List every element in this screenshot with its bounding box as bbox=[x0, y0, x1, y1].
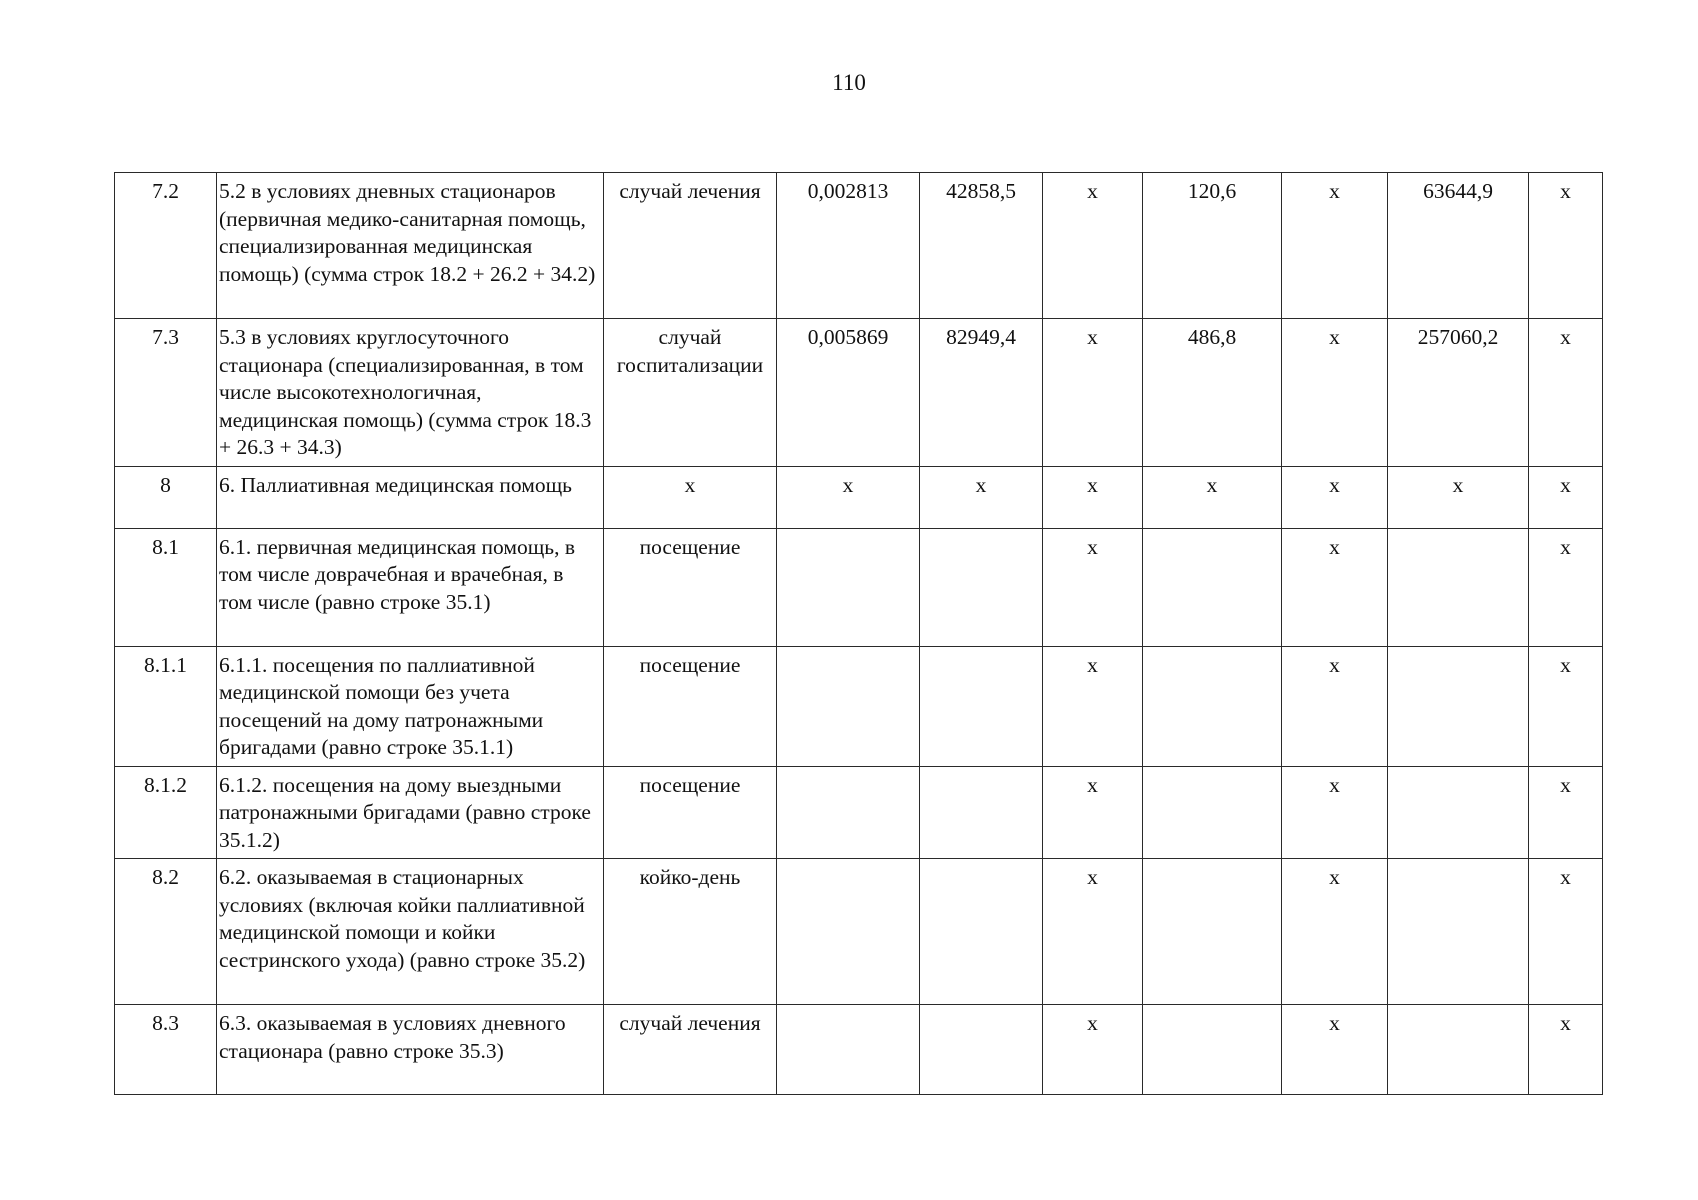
row-number-cell: 8.2 bbox=[115, 859, 217, 1005]
value-cell-5: х bbox=[1282, 319, 1388, 467]
page-number: 110 bbox=[832, 70, 866, 95]
value-cell-7: х bbox=[1529, 646, 1603, 766]
value-cell-1: 0,005869 bbox=[777, 319, 920, 467]
table-row bbox=[115, 859, 1603, 1005]
data-table bbox=[114, 172, 1603, 1095]
value-cell-1 bbox=[777, 859, 920, 1005]
table-row bbox=[115, 528, 1603, 646]
value-cell-3: х bbox=[1043, 528, 1143, 646]
unit-cell: посещение bbox=[604, 528, 777, 646]
unit-cell: посещение bbox=[604, 766, 777, 859]
row-name-cell: 6.2. оказываемая в стационарных условиях (включая койки паллиативной медицинской помощи и койки сестринского ухода) (равно строке 35.2) bbox=[217, 859, 604, 1005]
value-cell-2: 82949,4 bbox=[920, 319, 1043, 467]
table-row bbox=[115, 766, 1603, 859]
value-cell-2 bbox=[920, 766, 1043, 859]
value-cell-5: х bbox=[1282, 173, 1388, 319]
value-cell-2: 42858,5 bbox=[920, 173, 1043, 319]
unit-cell: случай лечения bbox=[604, 1005, 777, 1095]
value-cell-6: 257060,2 bbox=[1388, 319, 1529, 467]
value-cell-6: 63644,9 bbox=[1388, 173, 1529, 319]
value-cell-4 bbox=[1143, 646, 1282, 766]
value-cell-4: 120,6 bbox=[1143, 173, 1282, 319]
row-name-cell: 6.1.1. посещения по паллиативной медицинской помощи без учета посещений на дому патронажными бригадами (равно строке 35.1.1) bbox=[217, 646, 604, 766]
row-number-cell: 8.1.1 bbox=[115, 646, 217, 766]
value-cell-7: х bbox=[1529, 319, 1603, 467]
value-cell-5: х bbox=[1282, 528, 1388, 646]
value-cell-4 bbox=[1143, 1005, 1282, 1095]
unit-cell: случай лечения bbox=[604, 173, 777, 319]
row-number-cell: 8 bbox=[115, 466, 217, 528]
value-cell-7: х bbox=[1529, 859, 1603, 1005]
value-cell-1 bbox=[777, 766, 920, 859]
value-cell-5: х bbox=[1282, 1005, 1388, 1095]
value-cell-1 bbox=[777, 1005, 920, 1095]
row-name-cell: 6.1.2. посещения на дому выездными патронажными бригадами (равно строке 35.1.2) bbox=[217, 766, 604, 859]
value-cell-2 bbox=[920, 646, 1043, 766]
value-cell-2: х bbox=[920, 466, 1043, 528]
value-cell-3: х bbox=[1043, 319, 1143, 467]
value-cell-5: х bbox=[1282, 766, 1388, 859]
value-cell-3: х bbox=[1043, 766, 1143, 859]
row-name-cell: 5.3 в условиях круглосуточного стационара (специализированная, в том числе высокотехнологичная, медицинская помощь) (сумма строк 18.3 + 26.3 + 34.3) bbox=[217, 319, 604, 467]
value-cell-6 bbox=[1388, 528, 1529, 646]
value-cell-4 bbox=[1143, 766, 1282, 859]
value-cell-7: х bbox=[1529, 173, 1603, 319]
table-row bbox=[115, 173, 1603, 319]
value-cell-6 bbox=[1388, 766, 1529, 859]
value-cell-6 bbox=[1388, 646, 1529, 766]
row-number-cell: 8.1.2 bbox=[115, 766, 217, 859]
row-name-cell: 6.1. первичная медицинская помощь, в том числе доврачебная и врачебная, в том числе (равно строке 35.1) bbox=[217, 528, 604, 646]
value-cell-6 bbox=[1388, 859, 1529, 1005]
value-cell-2 bbox=[920, 859, 1043, 1005]
value-cell-1: х bbox=[777, 466, 920, 528]
value-cell-2 bbox=[920, 1005, 1043, 1095]
value-cell-6 bbox=[1388, 1005, 1529, 1095]
value-cell-7: х bbox=[1529, 766, 1603, 859]
value-cell-4 bbox=[1143, 528, 1282, 646]
table-row bbox=[115, 646, 1603, 766]
row-number-cell: 7.3 bbox=[115, 319, 217, 467]
value-cell-4: х bbox=[1143, 466, 1282, 528]
value-cell-5: х bbox=[1282, 646, 1388, 766]
value-cell-5: х bbox=[1282, 859, 1388, 1005]
value-cell-2 bbox=[920, 528, 1043, 646]
table-row bbox=[115, 466, 1603, 528]
row-name-cell: 5.2 в условиях дневных стационаров (первичная медико-санитарная помощь, специализированная медицинская помощь) (сумма строк 18.2 + 26.2 + 34.2) bbox=[217, 173, 604, 319]
row-number-cell: 8.1 bbox=[115, 528, 217, 646]
row-name-cell: 6. Паллиативная медицинская помощь bbox=[217, 466, 604, 528]
table-row bbox=[115, 1005, 1603, 1095]
unit-cell: случай госпитализации bbox=[604, 319, 777, 467]
row-name-cell: 6.3. оказываемая в условиях дневного стационара (равно строке 35.3) bbox=[217, 1005, 604, 1095]
unit-cell: х bbox=[604, 466, 777, 528]
value-cell-3: х bbox=[1043, 646, 1143, 766]
value-cell-7: х bbox=[1529, 466, 1603, 528]
value-cell-5: х bbox=[1282, 466, 1388, 528]
value-cell-3: х bbox=[1043, 466, 1143, 528]
unit-cell: койко-день bbox=[604, 859, 777, 1005]
value-cell-3: х bbox=[1043, 859, 1143, 1005]
value-cell-7: х bbox=[1529, 528, 1603, 646]
table-row bbox=[115, 319, 1603, 467]
row-number-cell: 8.3 bbox=[115, 1005, 217, 1095]
value-cell-4 bbox=[1143, 859, 1282, 1005]
value-cell-6: х bbox=[1388, 466, 1529, 528]
value-cell-3: х bbox=[1043, 173, 1143, 319]
value-cell-1 bbox=[777, 528, 920, 646]
row-number-cell: 7.2 bbox=[115, 173, 217, 319]
unit-cell: посещение bbox=[604, 646, 777, 766]
value-cell-1: 0,002813 bbox=[777, 173, 920, 319]
value-cell-7: х bbox=[1529, 1005, 1603, 1095]
value-cell-1 bbox=[777, 646, 920, 766]
value-cell-3: х bbox=[1043, 1005, 1143, 1095]
table-body bbox=[115, 173, 1603, 1095]
value-cell-4: 486,8 bbox=[1143, 319, 1282, 467]
